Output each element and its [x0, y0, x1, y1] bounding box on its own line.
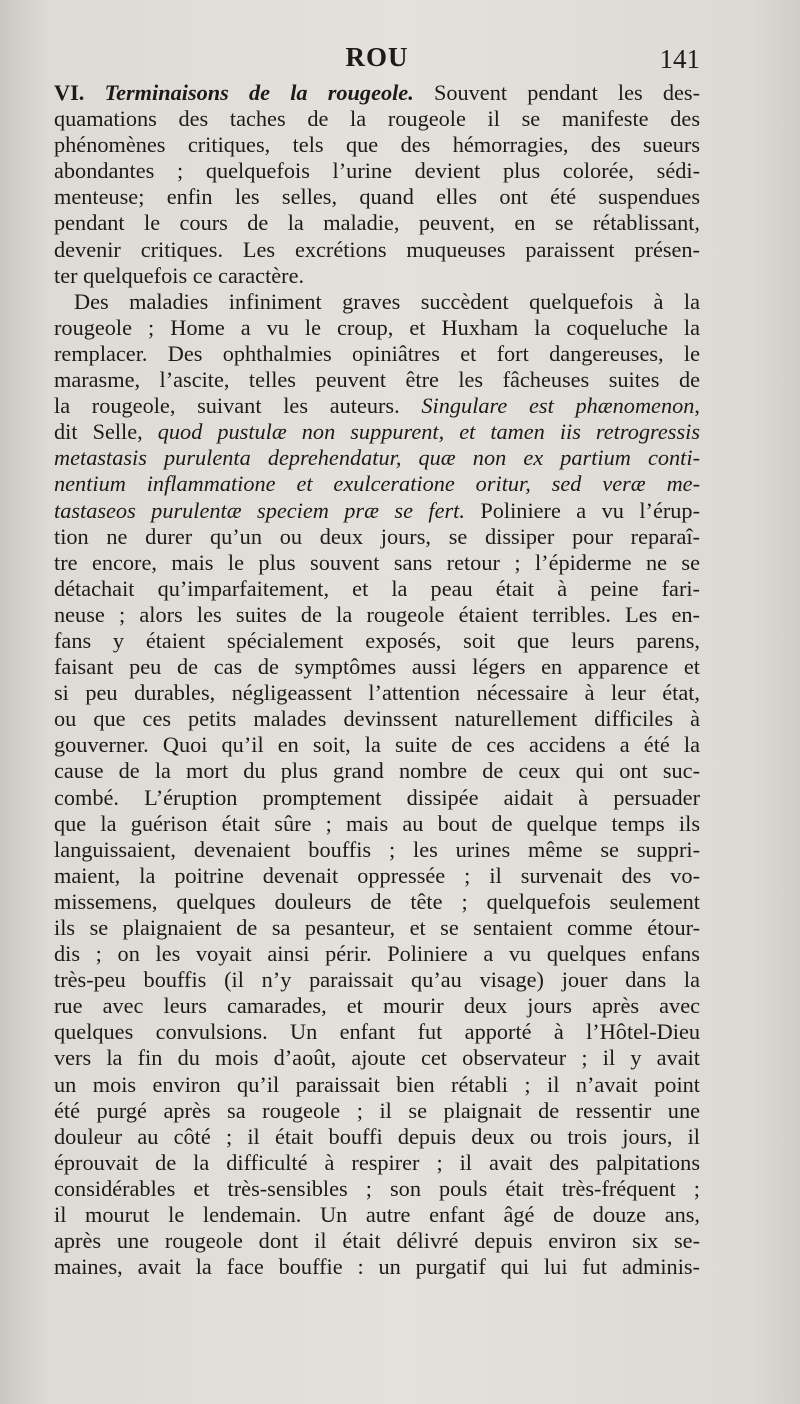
- text-line: [54, 1228, 700, 1254]
- text-line: [54, 1202, 700, 1228]
- text-line: [54, 289, 700, 315]
- text-line: [54, 210, 700, 236]
- text-segment: maines, avait la face bouffie : un purgatif qui lui fut adminis-: [54, 1254, 700, 1280]
- text-segment: cause de la mort du plus grand nombre de ceux qui ont suc-: [54, 758, 700, 784]
- text-segment: dit Selle,: [54, 419, 158, 445]
- text-line: [54, 1150, 700, 1176]
- text-segment: vers la fin du mois d’août, ajoute cet observateur ; il y avait: [54, 1045, 700, 1071]
- text-line: [54, 863, 700, 889]
- text-segment: très-peu bouffis (il n’y paraissait qu’au visage) jouer dans la: [54, 967, 700, 993]
- page-number: 141: [659, 44, 700, 74]
- text-line: [54, 706, 700, 732]
- text-segment: ter quelquefois ce caractère.: [54, 262, 305, 288]
- text-line: [54, 576, 700, 602]
- text-line: [54, 132, 700, 158]
- text-segment: tre encore, mais le plus souvent sans retour ; l’épiderme ne se: [54, 549, 700, 575]
- text-line: [54, 419, 700, 445]
- text-line: [54, 550, 700, 576]
- text-line: [54, 680, 700, 706]
- text-segment: combé. L’éruption promptement dissipée aidait à persuader: [54, 784, 700, 810]
- body-text: [54, 80, 700, 1280]
- text-line: [54, 1124, 700, 1150]
- text-line: [54, 758, 700, 784]
- text-segment: Singulare est phænomenon: [421, 393, 695, 419]
- text-segment: ils se plaignaient de sa pesanteur, et se sentaient comme étour-: [54, 915, 700, 940]
- text-segment: tastaseos purulentæ speciem præ se fert.: [54, 497, 465, 523]
- text-segment: quod pustulæ non suppurent, et tamen iis retrogressis: [157, 419, 700, 445]
- text-line: [54, 524, 700, 550]
- text-segment: quamations des taches de la rougeole il se manifeste des: [54, 106, 700, 132]
- text-line: [54, 837, 700, 863]
- text-line: [54, 967, 700, 993]
- text-line: [54, 315, 700, 341]
- running-head: ROU: [345, 42, 409, 72]
- text-line: [54, 237, 700, 263]
- text-segment: été purgé après sa rougeole ; il se plaignait de ressentir une: [54, 1097, 700, 1123]
- text-line: [54, 785, 700, 811]
- text-segment: que la guérison était sûre ; mais au bout de quelque temps ils: [54, 810, 700, 836]
- text-line: [54, 367, 700, 393]
- text-segment: gouverner. Quoi qu’il en soit, la suite de ces accidens a été la: [54, 732, 700, 758]
- text-segment: après une rougeole dont il était délivré depuis environ six se-: [54, 1228, 700, 1254]
- text-line: [54, 1019, 700, 1045]
- text-line: [54, 341, 700, 367]
- text-line: [54, 1176, 700, 1202]
- text-line: [54, 732, 700, 758]
- text-line: [54, 811, 700, 837]
- text-line: [54, 889, 700, 915]
- text-segment: Terminaisons de la rougeole.: [104, 80, 414, 105]
- text-segment: rougeole ; Home a vu le croup, et Huxham la coqueluche la: [54, 314, 700, 340]
- text-segment: un mois environ qu’il paraissait bien rétabli ; il n’avait point: [54, 1071, 700, 1097]
- text-line: [54, 106, 700, 132]
- text-line: [54, 628, 700, 654]
- text-segment: rue avec leurs camarades, et mourir deux jours après avec: [54, 993, 700, 1019]
- text-line: [54, 1098, 700, 1124]
- text-line: [54, 915, 700, 941]
- text-segment: considérables et très-sensibles ; son pouls était très-fréquent ;: [54, 1175, 700, 1201]
- text-segment: neuse ; alors les suites de la rougeole étaient terribles. Les en-: [54, 601, 700, 627]
- text-line: [54, 941, 700, 967]
- text-segment: il mourut le lendemain. Un autre enfant âgé de douze ans,: [54, 1202, 700, 1228]
- text-segment: Souvent pendant les des-: [413, 80, 700, 105]
- page-header: [54, 42, 700, 82]
- text-line: [54, 263, 700, 289]
- text-segment: marasme, l’ascite, telles peuvent être les fâcheuses suites de: [54, 367, 700, 393]
- text-segment: si peu durables, négligeassent l’attention nécessaire à leur état,: [54, 680, 700, 706]
- text-segment: tion ne durer qu’un ou deux jours, se dissiper pour reparaî-: [54, 523, 700, 549]
- text-line: [54, 393, 700, 419]
- text-segment: nentium inflammatione et exulceratione oritur, sed veræ me-: [54, 471, 700, 497]
- text-line: [54, 1072, 700, 1098]
- text-segment: missemens, quelques douleurs de tête ; quelquefois seulement: [54, 888, 700, 914]
- text-segment: éprouvait de la difficulté à respirer ; il avait des palpitations: [54, 1149, 700, 1175]
- text-segment: abondantes ; quelquefois l’urine devient plus colorée, sédi-: [54, 158, 700, 184]
- text-segment: fans y étaient spécialement exposés, soit que leurs parens,: [54, 627, 700, 653]
- text-segment: languissaient, devenaient bouffis ; les urines même se suppri-: [54, 836, 700, 862]
- text-line: [54, 993, 700, 1019]
- text-line: [54, 184, 700, 210]
- text-segment: phénomènes critiques, tels que des hémorragies, des sueurs: [54, 132, 700, 158]
- text-line: [54, 80, 700, 106]
- text-segment: ,: [694, 393, 700, 419]
- text-segment: menteuse; enfin les selles, quand elles ont été suspendues: [54, 184, 700, 210]
- text-segment: devenir critiques. Les excrétions muqueuses paraissent présen-: [54, 236, 700, 262]
- text-line: [54, 498, 700, 524]
- text-segment: maient, la poitrine devenait oppressée ; il survenait des vo-: [54, 862, 700, 888]
- text-segment: détachait qu’imparfaitement, et la peau était à peine fari-: [54, 575, 700, 601]
- text-segment: VI.: [54, 80, 105, 105]
- text-segment: Des maladies infiniment graves succèdent quelquefois à la: [74, 288, 700, 314]
- text-line: [54, 1254, 700, 1280]
- text-line: [54, 445, 700, 471]
- text-segment: pendant le cours de la maladie, peuvent, en se rétablissant,: [54, 210, 700, 236]
- text-segment: dis ; on les voyait ainsi périr. Poliniere a vu quelques enfans: [54, 941, 700, 967]
- text-line: [54, 158, 700, 184]
- text-line: [54, 602, 700, 628]
- text-segment: la rougeole, suivant les auteurs.: [54, 393, 422, 419]
- text-line: [54, 1045, 700, 1071]
- text-segment: ou que ces petits malades devinssent naturellement difficiles à: [54, 706, 700, 732]
- text-segment: douleur au côté ; il était bouffi depuis deux ou trois jours, il: [54, 1123, 700, 1149]
- text-segment: Poliniere a vu l’érup-: [464, 497, 700, 523]
- text-line: [54, 471, 700, 497]
- text-segment: faisant peu de cas de symptômes aussi légers en apparence et: [54, 654, 700, 680]
- text-segment: metastasis purulenta deprehendatur, quæ non ex partium conti-: [54, 445, 700, 471]
- text-segment: remplacer. Des ophthalmies opiniâtres et fort dangereuses, le: [54, 340, 700, 366]
- text-segment: quelques convulsions. Un enfant fut apporté à l’Hôtel-Dieu: [54, 1019, 700, 1045]
- text-line: [54, 654, 700, 680]
